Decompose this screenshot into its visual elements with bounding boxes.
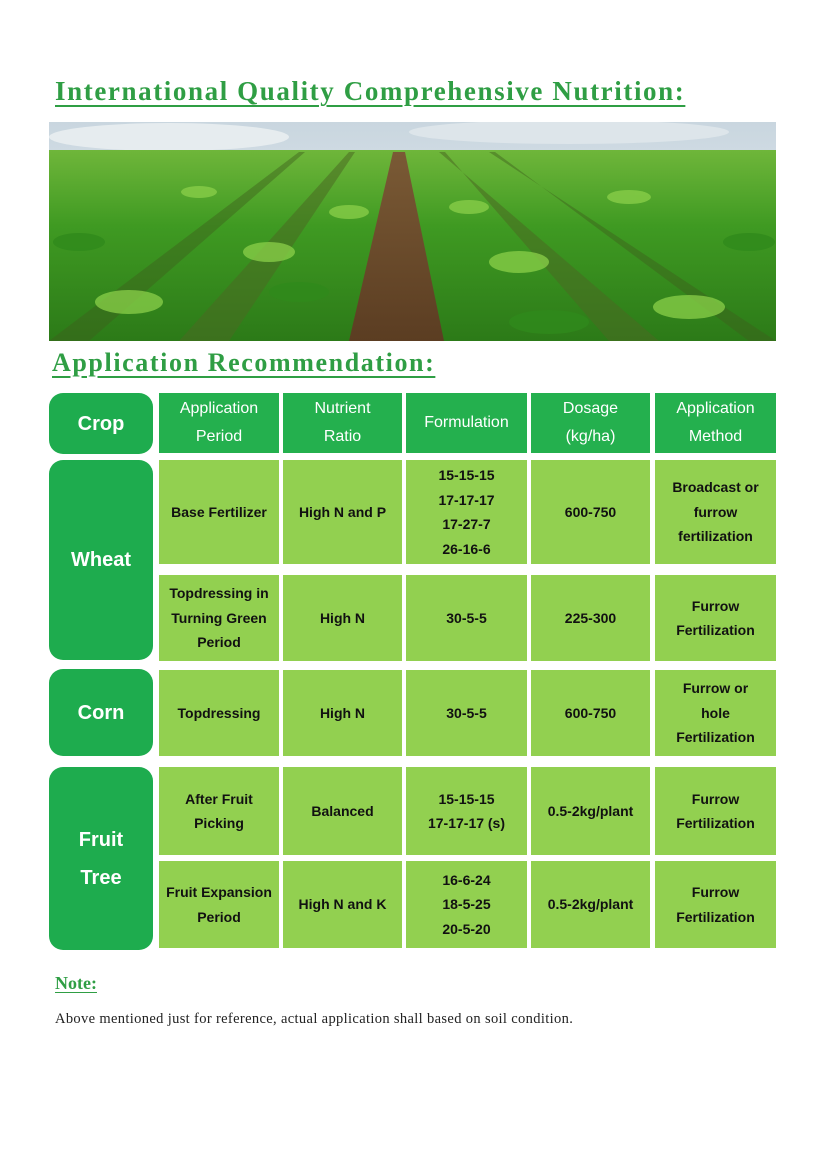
note-heading: Note: [55,973,97,993]
header-application-method: Application Method [655,393,776,453]
crop-field-photo [49,122,776,341]
table-cell-ratio: High N and K [283,861,402,948]
crop-fruit-tree: Fruit Tree [49,767,153,950]
table-cell-dosage: 225-300 [531,575,650,661]
table-cell-ratio: High N and P [283,460,402,564]
page-title: International Quality Comprehensive Nutrition: [55,76,686,106]
table-cell-formulation: 30-5-5 [406,575,527,661]
table-cell-ratio: Balanced [283,767,402,855]
header-nutrient-ratio: Nutrient Ratio [283,393,402,453]
table-cell-formulation: 15-15-15 17-17-17 17-27-7 26-16-6 [406,460,527,564]
table-cell-method: Furrow Fertilization [655,861,776,948]
table-cell-ratio: High N [283,670,402,756]
table-cell-dosage: 0.5-2kg/plant [531,861,650,948]
table-cell-period: Fruit Expansion Period [159,861,279,948]
table-cell-formulation: 30-5-5 [406,670,527,756]
table-cell-method: Furrow Fertilization [655,575,776,661]
table-cell-period: Topdressing [159,670,279,756]
table-cell-method: Furrow Fertilization [655,767,776,855]
table-cell-dosage: 600-750 [531,460,650,564]
table-cell-period: Topdressing in Turning Green Period [159,575,279,661]
header-application-period: Application Period [159,393,279,453]
table-cell-dosage: 0.5-2kg/plant [531,767,650,855]
table-cell-ratio: High N [283,575,402,661]
crop-wheat: Wheat [49,460,153,660]
table-cell-dosage: 600-750 [531,670,650,756]
crop-corn: Corn [49,669,153,756]
table-cell-method: Broadcast or furrow fertilization [655,460,776,564]
crop-header: Crop [49,393,153,454]
header-dosage: Dosage (kg/ha) [531,393,650,453]
table-cell-period: After Fruit Picking [159,767,279,855]
table-cell-formulation: 16-6-24 18-5-25 20-5-20 [406,861,527,948]
table-cell-period: Base Fertilizer [159,460,279,564]
note-text: Above mentioned just for reference, actual application shall based on soil condition. [55,1011,574,1027]
table-cell-formulation: 15-15-15 17-17-17 (s) [406,767,527,855]
table-cell-method: Furrow or hole Fertilization [655,670,776,756]
section-title: Application Recommendation: [52,348,436,377]
header-formulation: Formulation [406,393,527,453]
